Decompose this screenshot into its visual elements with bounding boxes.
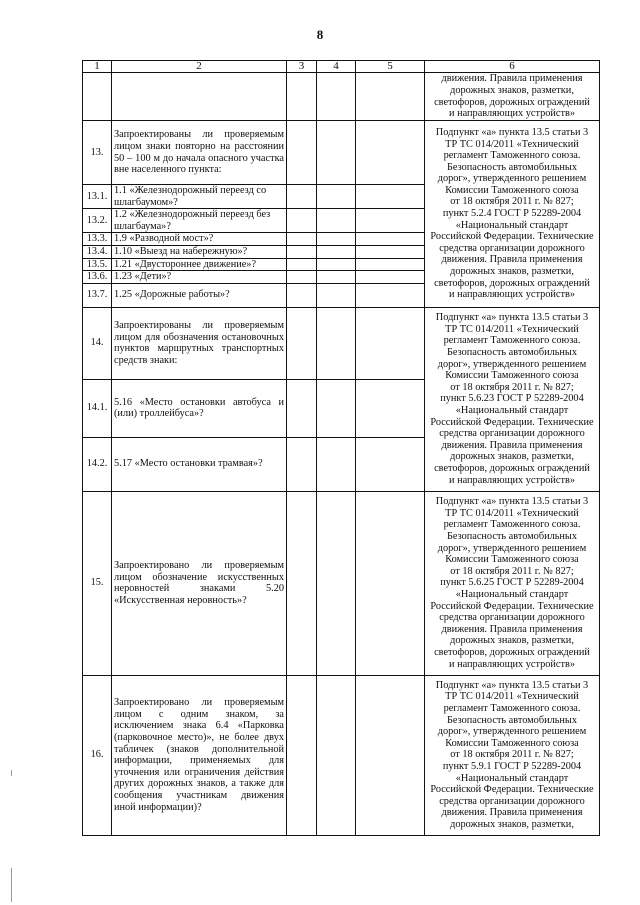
answer-cell-no [317, 258, 356, 271]
answer-cell-yes [287, 258, 317, 271]
row-number [83, 73, 112, 121]
reference-line: и направляющих устройств» [449, 289, 575, 301]
answer-cell-na [356, 73, 425, 121]
continuation-row [83, 73, 600, 121]
reference-line: движения. Правила применения [441, 807, 583, 819]
header-row [83, 61, 600, 73]
answer-cell-yes [287, 379, 317, 437]
row-number: 16. [83, 675, 112, 835]
answer-cell-yes [287, 675, 317, 835]
column-header: 4 [317, 61, 356, 73]
answer-cell-no [317, 379, 356, 437]
reference-line: ТР ТС 014/2011 «Технический [445, 323, 579, 335]
table-row [83, 307, 600, 379]
answer-cell-na [356, 245, 425, 258]
reference-line: пункт 5.6.23 ГОСТ Р 52289-2004 [440, 393, 584, 405]
reference-line: дорог», утвержденного решением [437, 542, 587, 554]
question-cell: 5.16 «Место остановки автобуса и (или) троллейбуса»? [112, 379, 287, 437]
answer-cell-no [317, 73, 356, 121]
row-number: 13.4. [83, 245, 112, 258]
reference-line: Комиссии Таможенного союза [445, 554, 579, 566]
answer-cell-no [317, 233, 356, 246]
reference-line: Безопасность автомобильных [447, 347, 577, 359]
reference-line: дорожных знаков, разметки, [450, 451, 574, 463]
reference-line: пункт 5.2.4 ГОСТ Р 52289-2004 [442, 208, 582, 220]
reference-line: пункт 5.6.25 ГОСТ Р 52289-2004 [440, 577, 584, 589]
answer-cell-yes [287, 209, 317, 233]
answer-cell-no [317, 271, 356, 284]
reference-line: от 18 октября 2011 г. № 827; [450, 749, 574, 761]
row-number: 14. [83, 307, 112, 379]
reference-line: Российской Федерации. Технические [430, 600, 594, 612]
question-cell: 5.17 «Место остановки трамвая»? [112, 437, 287, 491]
reference-line: средства организации дорожного [439, 612, 585, 624]
row-number: 14.1. [83, 379, 112, 437]
question-cell [112, 73, 287, 121]
column-header: 5 [356, 61, 425, 73]
scan-edge-mark [11, 868, 12, 902]
reference-line: Российской Федерации. Технические [430, 416, 594, 428]
reference-line: и направляющих устройств» [449, 474, 575, 486]
row-number: 13.7. [83, 283, 112, 307]
reference-line: Комиссии Таможенного союза [445, 370, 579, 382]
answer-cell-no [317, 121, 356, 185]
answer-cell-yes [287, 121, 317, 185]
reference-line: ТР ТС 014/2011 «Технический [445, 138, 579, 150]
answer-cell-yes [287, 283, 317, 307]
reference-line: и направляющих устройств» [449, 108, 575, 120]
question-cell: Запроектированы ли проверяемым лицом знаки повторно на расстоянии 50 – 100 м до начала опасного участка вне населенного пункта: [112, 121, 287, 185]
reference-line: ТР ТС 014/2011 «Технический [445, 507, 579, 519]
reference-line: регламент Таможенного союза. [443, 519, 581, 531]
question-cell: 1.21 «Двустороннее движение»? [112, 258, 287, 271]
reference-line: от 18 октября 2011 г. № 827; [450, 196, 574, 208]
reference-line: светофоров, дорожных ограждений [434, 463, 590, 475]
reference-line: дорожных знаков, разметки, [450, 266, 574, 278]
answer-cell-yes [287, 307, 317, 379]
column-header: 1 [83, 61, 112, 73]
answer-cell-na [356, 379, 425, 437]
reference-line: движения. Правила применения [441, 254, 583, 266]
reference-line: средства организации дорожного [439, 795, 585, 807]
answer-cell-no [317, 185, 356, 209]
reference-line: Комиссии Таможенного союза [445, 737, 579, 749]
reference-line: и направляющих устройств» [449, 658, 575, 670]
answer-cell-na [356, 283, 425, 307]
answer-cell-no [317, 209, 356, 233]
answer-cell-no [317, 307, 356, 379]
question-cell: 1.2 «Железнодорожный переезд без шлагбаума»? [112, 209, 287, 233]
row-number: 15. [83, 491, 112, 675]
reference-line: Безопасность автомобильных [447, 161, 577, 173]
answer-cell-na [356, 185, 425, 209]
legal-reference-cell [425, 307, 600, 491]
reference-line: «Национальный стандарт [455, 405, 569, 417]
column-header: 6 [425, 61, 600, 73]
reference-line: от 18 октября 2011 г. № 827; [450, 565, 574, 577]
answer-cell-na [356, 271, 425, 284]
reference-line: движения. Правила применения [441, 439, 583, 451]
reference-line: движения. Правила применения [441, 623, 583, 635]
question-cell: 1.9 «Разводной мост»? [112, 233, 287, 246]
answer-cell-na [356, 233, 425, 246]
reference-line: Подпункт «а» пункта 13.5 статьи 3 [435, 679, 589, 691]
reference-line: регламент Таможенного союза. [443, 150, 581, 162]
column-header: 2 [112, 61, 287, 73]
reference-line: средства организации дорожного [439, 428, 585, 440]
reference-line: Комиссии Таможенного союза [445, 184, 579, 196]
reference-line: Российской Федерации. Технические [430, 784, 594, 796]
question-cell: 1.25 «Дорожные работы»? [112, 283, 287, 307]
reference-line: Подпункт «а» пункта 13.5 статьи 3 [435, 126, 589, 138]
table-row [83, 675, 600, 835]
reference-line: регламент Таможенного союза. [443, 703, 581, 715]
reference-line: ТР ТС 014/2011 «Технический [445, 691, 579, 703]
row-number: 13.5. [83, 258, 112, 271]
question-cell: 1.1 «Железнодорожный переезд со шлагбаумом»? [112, 185, 287, 209]
scan-edge-mark [11, 770, 12, 776]
answer-cell-na [356, 491, 425, 675]
row-number: 13.3. [83, 233, 112, 246]
reference-line: средства организации дорожного [439, 242, 585, 254]
reference-line: «Национальный стандарт [455, 589, 569, 601]
row-number: 13.1. [83, 185, 112, 209]
reference-line: светофоров, дорожных ограждений [434, 277, 590, 289]
reference-line: дорожных знаков, разметки, [450, 819, 574, 831]
row-number: 13. [83, 121, 112, 185]
row-number: 14.2. [83, 437, 112, 491]
reference-line: дорог», утвержденного решением [437, 173, 587, 185]
reference-line: «Национальный стандарт [455, 772, 569, 784]
table-row [83, 491, 600, 675]
answer-cell-na [356, 121, 425, 185]
reference-line: Безопасность автомобильных [447, 531, 577, 543]
question-cell: 1.23 «Дети»? [112, 271, 287, 284]
answer-cell-na [356, 437, 425, 491]
row-number: 13.2. [83, 209, 112, 233]
answer-cell-yes [287, 491, 317, 675]
answer-cell-yes [287, 233, 317, 246]
reference-line: Российской Федерации. Технические [430, 231, 594, 243]
reference-line: Подпункт «а» пункта 13.5 статьи 3 [435, 312, 589, 324]
answer-cell-no [317, 675, 356, 835]
answer-cell-yes [287, 245, 317, 258]
table-row [83, 121, 600, 185]
legal-reference-cell [425, 675, 600, 835]
reference-line: движения. Правила применения [441, 73, 583, 85]
question-cell: 1.10 «Выезд на набережную»? [112, 245, 287, 258]
reference-line: дорог», утвержденного решением [437, 726, 587, 738]
answer-cell-no [317, 437, 356, 491]
answer-cell-no [317, 245, 356, 258]
reference-line: пункт 5.9.1 ГОСТ Р 52289-2004 [442, 761, 582, 773]
question-cell: Запроектировано ли проверяемым лицом с одним знаком, за исключением знака 6.4 «Парковка (парковочное место)», не более двух табличек (знаков дополнительной информации, применяемых для уточнения или ограничения действия других дорожных знаков, а также для сообщения участникам движения иной информации)? [112, 675, 287, 835]
answer-cell-yes [287, 73, 317, 121]
reference-line: от 18 октября 2011 г. № 827; [450, 381, 574, 393]
reference-line: дорожных знаков, разметки, [450, 635, 574, 647]
reference-line: дорог», утвержденного решением [437, 358, 587, 370]
page-number: 8 [316, 27, 324, 42]
column-header: 3 [287, 61, 317, 73]
legal-reference-cell [425, 491, 600, 675]
reference-line: дорожных знаков, разметки, [450, 84, 574, 96]
answer-cell-na [356, 209, 425, 233]
answer-cell-yes [287, 185, 317, 209]
answer-cell-no [317, 283, 356, 307]
question-cell: Запроектированы ли проверяемым лицом для обозначения остановочных пунктов маршрутных транспортных средств знаки: [112, 307, 287, 379]
answer-cell-no [317, 491, 356, 675]
reference-line: Подпункт «а» пункта 13.5 статьи 3 [435, 496, 589, 508]
legal-reference-cell [425, 121, 600, 308]
answer-cell-na [356, 307, 425, 379]
answer-cell-na [356, 258, 425, 271]
checklist-table [82, 60, 600, 836]
answer-cell-yes [287, 437, 317, 491]
question-cell: Запроектировано ли проверяемым лицом обозначение искусственных неровностей знаками 5.20 «Искусственная неровность»? [112, 491, 287, 675]
answer-cell-na [356, 675, 425, 835]
answer-cell-yes [287, 271, 317, 284]
reference-line: «Национальный стандарт [455, 219, 569, 231]
reference-line: регламент Таможенного союза. [443, 335, 581, 347]
reference-line: светофоров, дорожных ограждений [434, 96, 590, 108]
row-number: 13.6. [83, 271, 112, 284]
reference-line: светофоров, дорожных ограждений [434, 647, 590, 659]
legal-reference-cell [425, 73, 600, 121]
reference-line: Безопасность автомобильных [447, 714, 577, 726]
